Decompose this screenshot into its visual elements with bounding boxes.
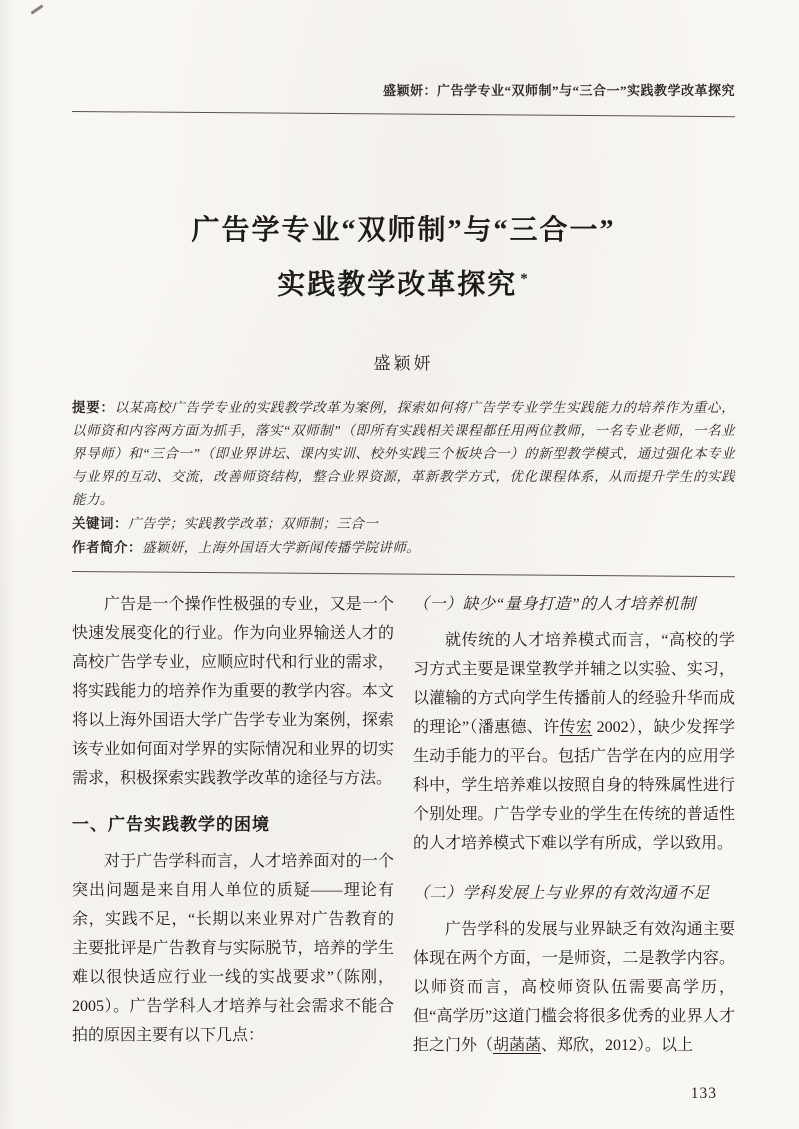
keywords-label: 关键词： — [72, 516, 128, 532]
subsection-heading-2: （二）学科发展上与业界的有效沟通不足 — [413, 885, 711, 903]
subsection1-paragraph — [413, 626, 735, 858]
keywords-text: 广告学；实践教学改革；双师制；三合一 — [128, 516, 379, 532]
section-heading-1: 一、广告实践教学的困境 — [72, 815, 270, 835]
section1-paragraph: 对于广告学科而言，人才培养面对的一个突出问题是来自用人单位的质疑——理论有余，实践不足，“长期以来业界对广告教育的主要批评是广告教育与实际脱节，培养的学生难以很快适应行业一线的实战要求”（陈刚，2005）。广告学科人才培养与社会需求不能合拍的原因主要有以下几点： — [72, 853, 394, 1045]
article-title-line2: 实践教学改革探究 — [277, 269, 518, 301]
left-column — [72, 590, 394, 1060]
author-bio-line — [72, 536, 735, 559]
subsection2-paragraph — [413, 915, 735, 1060]
underlined-name-huhanhan: 胡菡菡 — [493, 1037, 542, 1055]
subsection2-text-a: 广告学科的发展与业界缺乏有效沟通主要体现在两个方面，一是师资，二是教学内容。以师资而言，高校师资队伍需要高学历，但“高学历”这道门槛会将很多优秀的业界人才拒之门外（ — [413, 921, 735, 1055]
right-column — [413, 590, 735, 1060]
author-bio-label: 作者简介： — [72, 540, 142, 556]
abstract-paragraph — [72, 396, 735, 511]
keywords-line — [72, 512, 735, 535]
title-footnote-marker: * — [520, 271, 530, 287]
subsection2-text-c: 、郑欣，2012）。以上 — [541, 1037, 694, 1055]
subsection1-text-a: 就传统的人才培养模式而言，“高校的学习方式主要是课堂教学并辅之以实验、实习，以灌输的方式向学生传播前人的经验升华而成的理论”（潘惠德、许 — [413, 632, 735, 737]
author-name: 盛颖妍 — [373, 354, 434, 374]
article-title-line1: 广告学专业“双师制”与“三合一” — [191, 215, 616, 246]
subsection-heading-1: （一）缺少“量身打造”的人才培养机制 — [413, 596, 696, 614]
article-meta-block — [72, 396, 735, 559]
subsection1-text-c: 2002），缺少发挥学生动手能力的平台。包括广告学在内的应用学科中，学生培养难以按照自身的特殊属性进行个别处理。广告学专业的学生在传统的普适性的人才培养模式下难以学有所成，学以致用。 — [413, 719, 735, 853]
underlined-name-xuchuanhong: 传宏 — [559, 719, 593, 737]
meta-divider — [72, 571, 735, 577]
running-header: 盛颖妍：广告学专业“双师制”与“三合一”实践教学改革探究 — [382, 83, 735, 98]
author-bio-text: 盛颖妍，上海外国语大学新闻传播学院讲师。 — [142, 540, 420, 556]
abstract-label: 提要： — [72, 400, 115, 416]
abstract-text: 以某高校广告学专业的实践教学改革为案例，探索如何将广告学专业学生实践能力的培养作为重心，以师资和内容两方面为抓手，落实“双师制”（即所有实践相关课程都任用两位教师，一名专业老师，一名业界导师）和“三合一”（即业界讲坛、课内实训、校外实践三个板块合一）的新型教学模式，通过强化本专业与业界的互动、交流，改善师资结构，整合业界资源，革新教学方式，优化课程体系，从而提升学生的实践能力。 — [72, 400, 736, 508]
intro-paragraph: 广告是一个操作性极强的专业，又是一个快速发展变化的行业。作为向业界输送人才的高校广告学专业，应顺应时代和行业的需求，将实践能力的培养作为重要的教学内容。本文将以上海外国语大学广告学专业为案例，探索该专业如何面对学界的实际情况和业界的切实需求，积极探索实践教学改革的途径与方法。 — [72, 596, 394, 788]
header-divider — [72, 111, 735, 117]
article-title — [72, 206, 735, 309]
page-number: 133 — [690, 1085, 717, 1102]
body-columns — [72, 590, 735, 1060]
scan-artifact-mark — [30, 4, 43, 14]
